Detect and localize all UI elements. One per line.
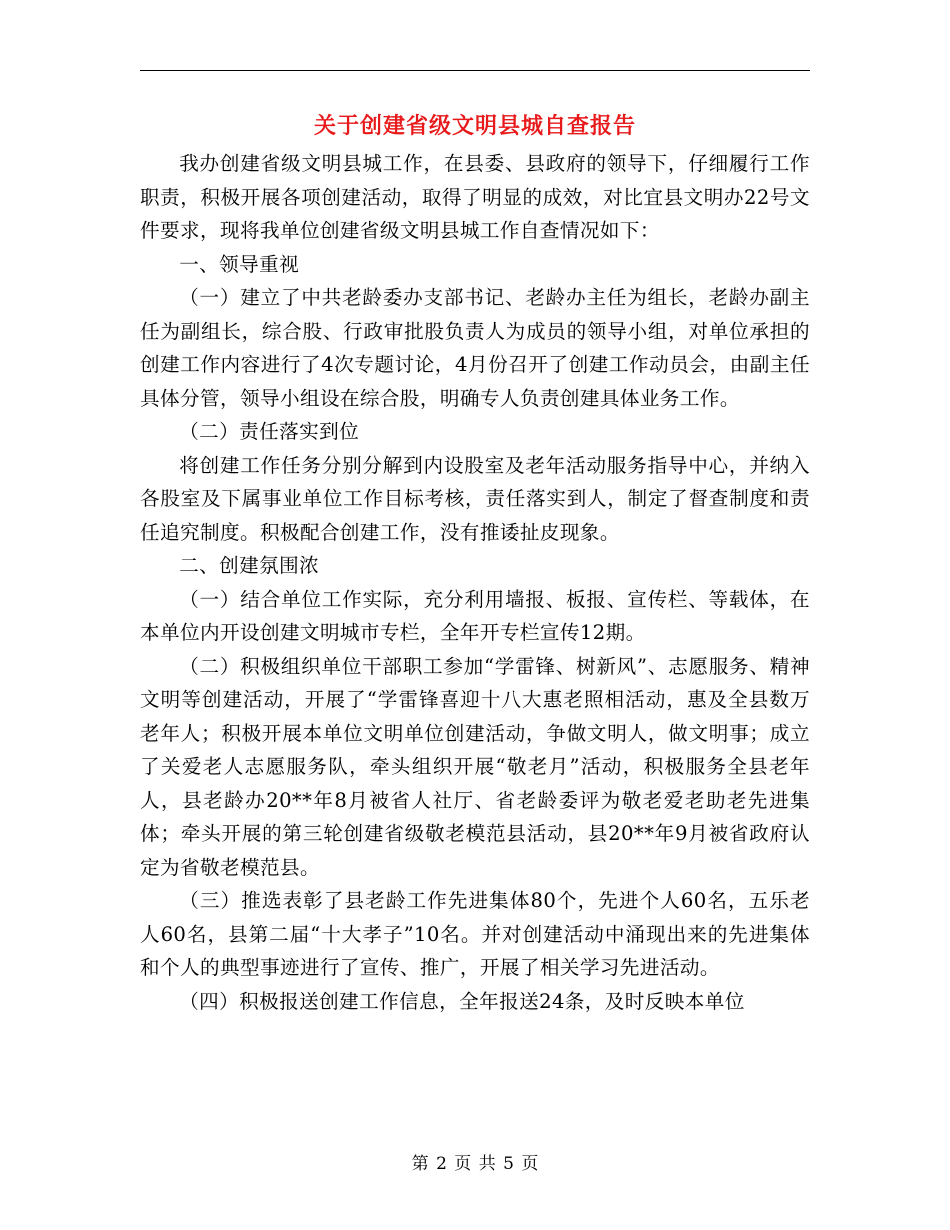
document-title: 关于创建省级文明县城自查报告: [313, 113, 636, 139]
document-body: [140, 147, 810, 1018]
body-paragraph: （三）推选表彰了县老龄工作先进集体80个，先进个人60名，五乐老人60名，县第二届“十大孝子”10名。并对创建活动中涌现出来的先进集体和个人的典型事迹进行了宣传、推广，开展了相关学习先进活动。: [140, 889, 810, 979]
section-heading-leadership: 一、领导重视: [179, 252, 300, 276]
page-number: 第 2 页 共 5 页: [411, 1154, 539, 1174]
body-paragraph: （二）积极组织单位干部职工参加“学雷锋、树新风”、志愿服务、精神文明等创建活动，开展了“学雷锋喜迎十八大惠老照相活动，惠及全县数万老年人；积极开展本单位文明单位创建活动，争做文明人，做文明事；成立了关爱老人志愿服务队，牵头组织开展“敬老月”活动，积极服务全县老年人，县老龄办20**年8月被省人社厅、省老龄委评为敬老爱老助老先进集体；牵头开展的第三轮创建省级敬老模范县活动，县20**年9月被省政府认定为省敬老模范县。: [140, 654, 810, 879]
body-paragraph: （四）积极报送创建工作信息，全年报送24条，及时反映本单位: [179, 989, 745, 1013]
body-paragraph: 将创建工作任务分别分解到内设股室及老年活动服务指导中心，并纳入各股室及下属事业单位工作目标考核，责任落实到人，制定了督查制度和责任追究制度。积极配合创建工作，没有推诿扯皮现象。: [140, 453, 810, 544]
intro-paragraph: 我办创建省级文明县城工作，在县委、县政府的领导下，仔细履行工作职责，积极开展各项创建活动，取得了明显的成效，对比宜县文明办22号文件要求，现将我单位创建省级文明县城工作自查情况如下：: [140, 152, 810, 242]
section-heading-atmosphere: 二、创建氛围浓: [179, 554, 320, 577]
subsection-heading-responsibility: （二）责任落实到位: [179, 420, 360, 443]
body-paragraph: （一）结合单位工作实际，充分利用墙报、板报、宣传栏、等载体，在本单位内开设创建文明城市专栏，全年开专栏宣传12期。: [140, 587, 810, 644]
header-rule: [140, 70, 810, 71]
body-paragraph: （一）建立了中共老龄委办支部书记、老龄办主任为组长，老龄办副主任为副组长，综合股、行政审批股负责人为成员的领导小组，对单位承担的创建工作内容进行了4次专题讨论，4月份召开了创建工作动员会，由副主任具体分管，领导小组设在综合股，明确专人负责创建具体业务工作。: [140, 286, 810, 410]
